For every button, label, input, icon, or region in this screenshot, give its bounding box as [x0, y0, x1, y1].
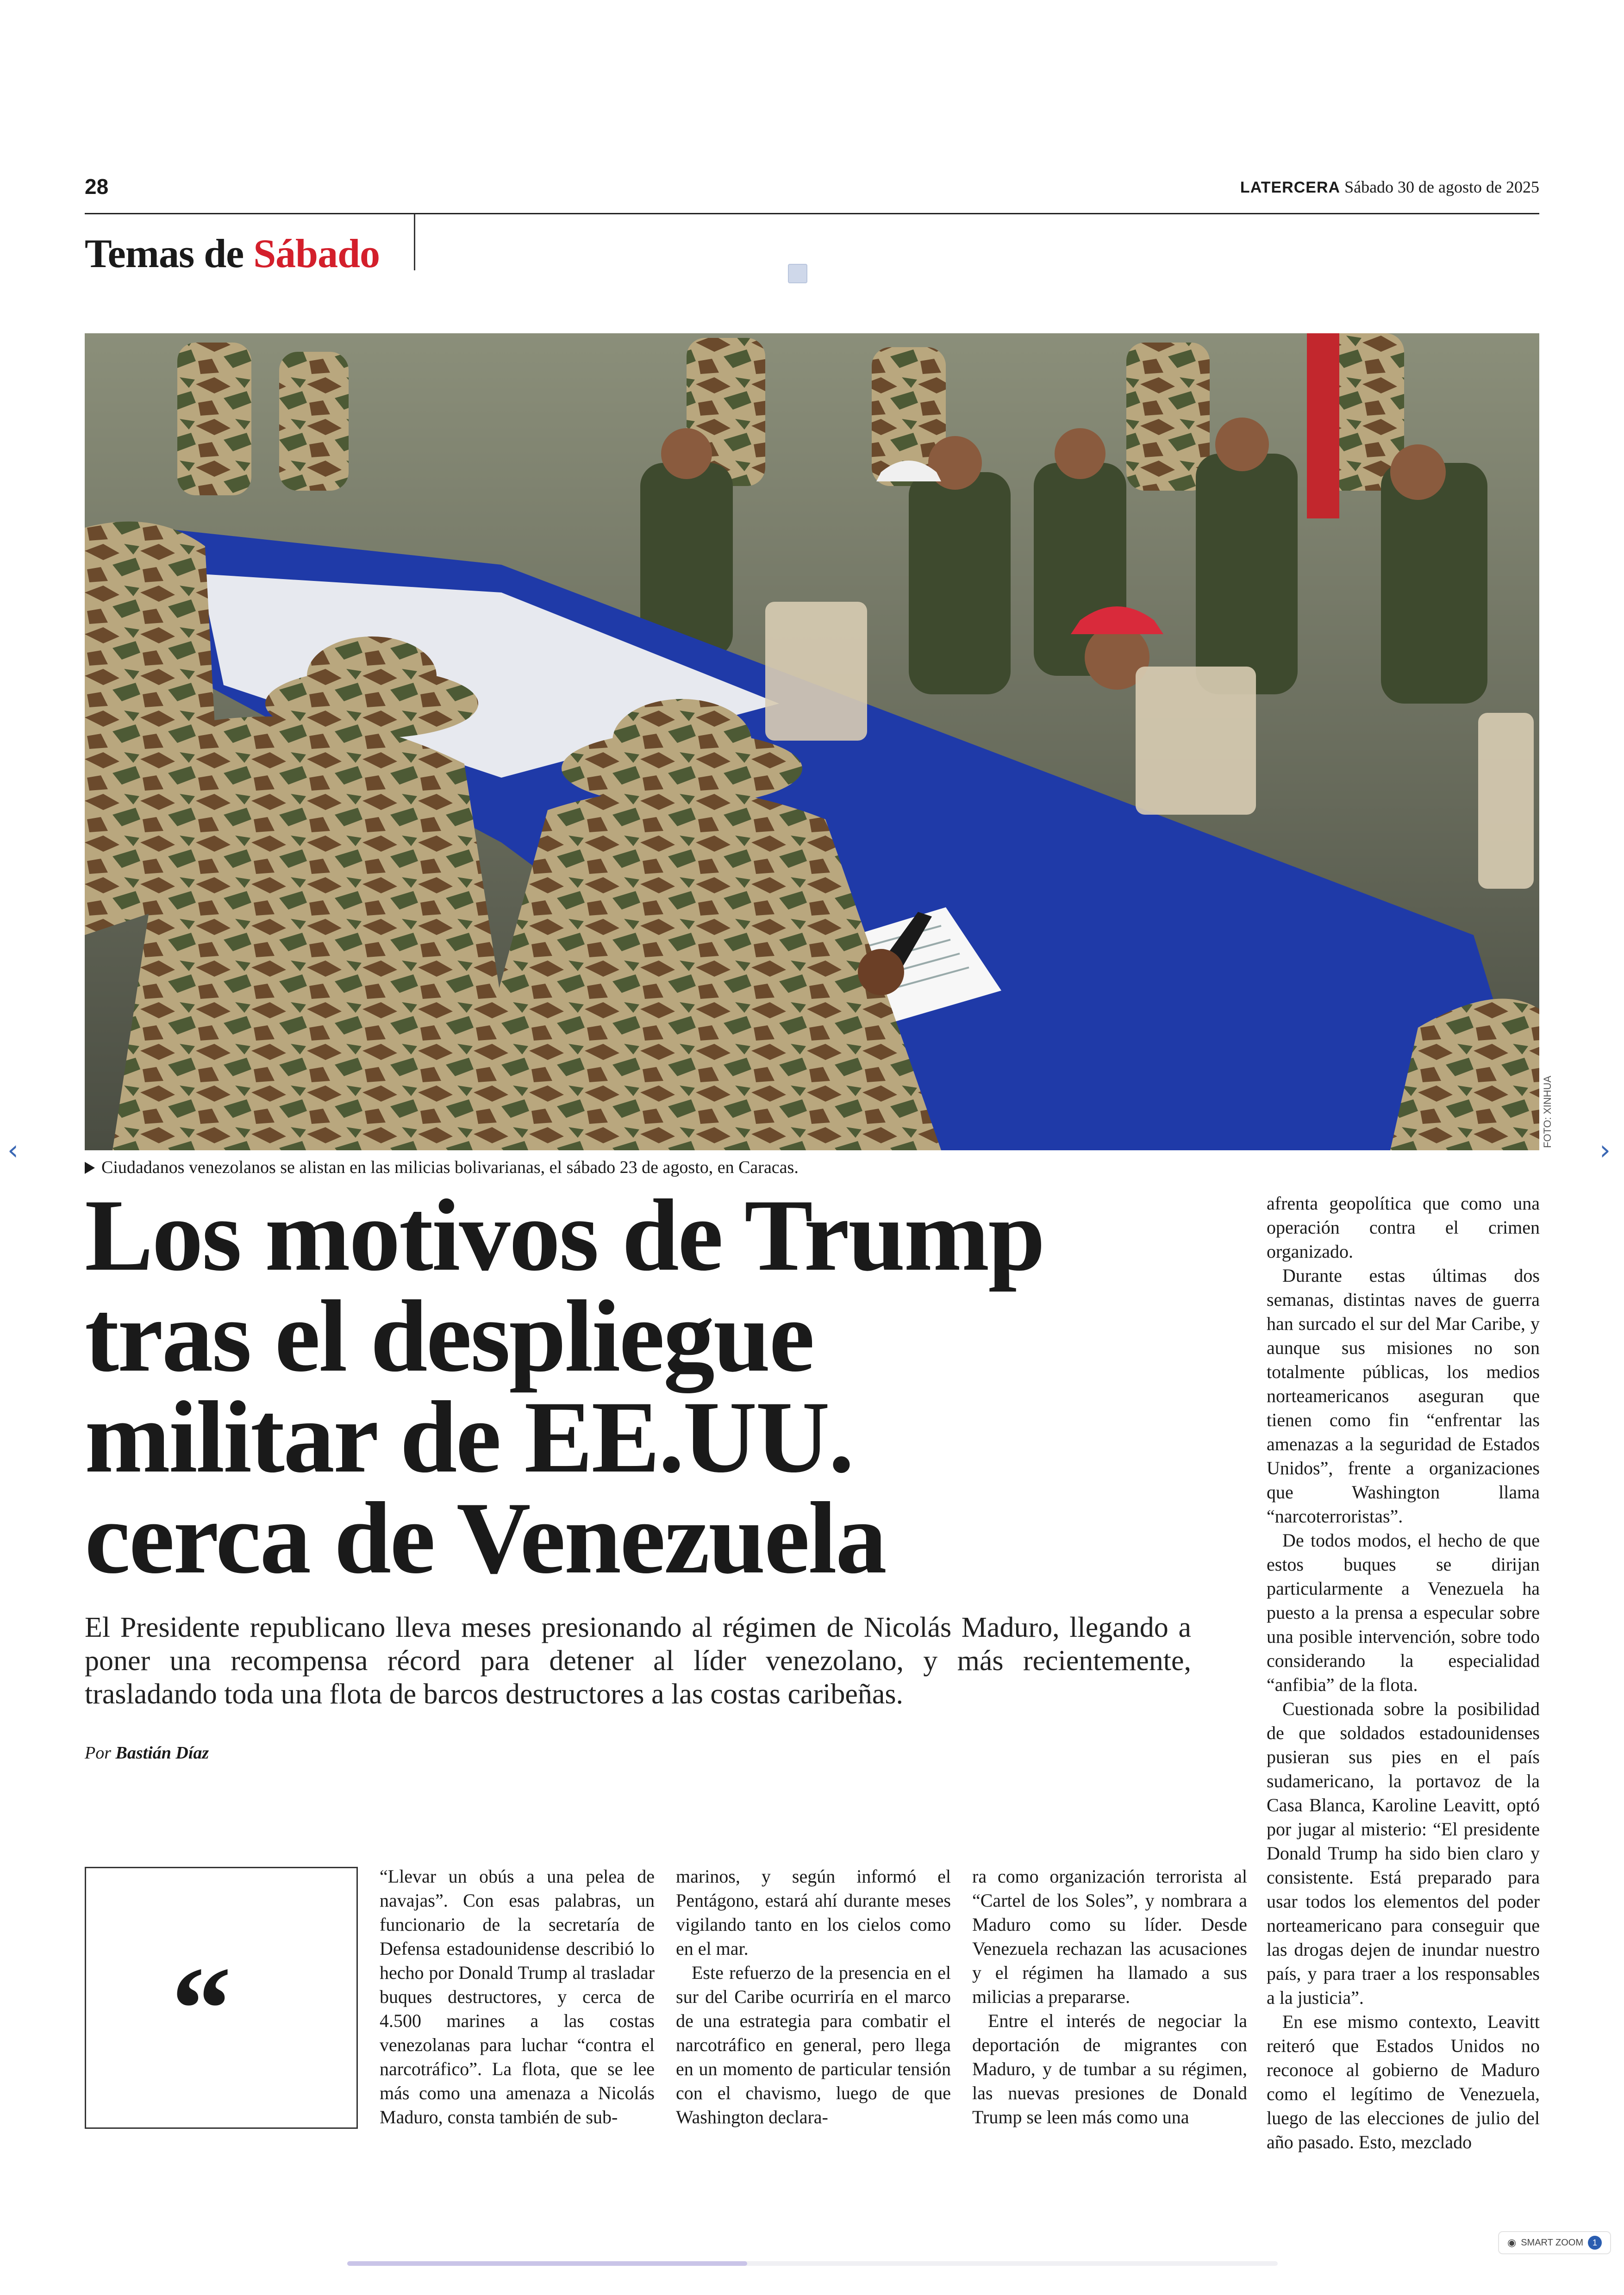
photo-caption	[85, 1157, 799, 1178]
caption-text: Ciudadanos venezolanos se alistan en las milicias bolivarianas, el sábado 23 de agosto, en Caracas.	[101, 1158, 799, 1177]
article-headline	[85, 1179, 1228, 1595]
section-title	[85, 231, 380, 277]
paragraph: Este refuerzo de la presencia en el sur del Caribe ocurriría en el marco de una estrategia para combatir el narcotráfico en general, pero llega en un momento de particular tensión con el chavismo, luego de que Washington declara-	[676, 1962, 951, 2127]
paragraph: Durante estas últimas dos semanas, distintas naves de guerra han surcado el sur del Mar Caribe, y aunque sus misiones no son totalmente públicas, los medios norteamericanos aseguran que tienen como fin “enfrentar las amenazas a la seguridad de Estados Unidos”, frente a organizaciones que Washington llama “narcoterroristas”.	[1267, 1265, 1540, 1527]
issue-date: Sábado 30 de agosto de 2025	[1344, 178, 1539, 196]
paragraph: marinos, y según informó el Pentágono, estará ahí durante meses vigilando tanto en los cielos como en el mar.	[676, 1866, 951, 1959]
eye-icon: ◉	[1507, 2237, 1517, 2248]
headline-line: tras el despliegue	[85, 1279, 813, 1393]
byline-prefix: Por	[85, 1743, 116, 1763]
byline-author: Bastián Díaz	[115, 1743, 209, 1763]
section-highlight: Sábado	[253, 231, 380, 276]
paragraph: De todos modos, el hecho de que estos buques se dirijan particularmente a Venezuela ha puesto a la prensa a especular sobre una posible intervención, sobre todo considerando la especialidad “anfibia” de la flota.	[1267, 1530, 1540, 1695]
header-rule	[85, 213, 1539, 214]
smart-zoom-label: SMART ZOOM	[1521, 2237, 1584, 2248]
paragraph: afrenta geopolítica que como una operación contra el crimen organizado.	[1267, 1193, 1540, 1262]
reading-progress-fill	[347, 2261, 747, 2266]
paragraph: En ese mismo contexto, Leavitt reiteró que Estados Unidos no reconoce al gobierno de Maduro como el legítimo de Venezuela, luego de las elecciones de julio del año pasado. Esto, mezclado	[1267, 2011, 1540, 2152]
brand-name: LATERCERA	[1240, 179, 1341, 196]
article-deck: El Presidente republicano lleva meses presionando al régimen de Nicolás Maduro, llegando a poner una recompensa récord para detener al líder venezolano, y más recientemente, trasladando toda una flota de barcos destructores a las costas caribeñas.	[85, 1612, 1191, 1710]
headline-line: cerca de Venezuela	[85, 1481, 886, 1595]
photo-credit: FOTO: XINHUA	[1542, 1075, 1553, 1148]
paragraph: ra como organización terrorista al “Cartel de los Soles”, y nombrara a Maduro como su líder. Desde Venezuela rechazan las acusaciones y el régimen ha llamado a sus milicias a prepararse.	[972, 1866, 1247, 2007]
paragraph: Entre el interés de negociar la deportación de migrantes con Maduro, y de tumbar a su régimen, las nuevas presiones de Donald Trump se leen más como una	[972, 2010, 1247, 2127]
headline-line: militar de EE.UU.	[85, 1380, 853, 1494]
article-column-3	[972, 1865, 1247, 2129]
chevron-right-icon[interactable]: ›	[1599, 1134, 1611, 1166]
smart-zoom-button[interactable]	[1498, 2231, 1611, 2254]
article-column-1	[380, 1865, 655, 2129]
article-column-2	[676, 1865, 951, 2129]
chevron-left-icon[interactable]: ‹	[7, 1134, 19, 1166]
quote-mark-icon: “	[171, 1942, 231, 2076]
byline	[85, 1743, 209, 1763]
article-photo	[85, 333, 1539, 1150]
article-column-4	[1267, 1191, 1540, 2154]
headline-line: Los motivos de Trump	[85, 1179, 1044, 1292]
section-divider	[414, 214, 415, 270]
masthead	[1240, 177, 1539, 197]
paragraph: “Llevar un obús a una pelea de navajas”. Con esas palabras, un funcionario de la secretaría de Defensa estadounidense describió lo hecho por Donald Trump al trasladar buques destructores, y cerca de 4.500 marines a las costas venezolanas para luchar “contra el narcotráfico”. La flota, que se lee más como una amenaza a Nicolás Maduro, consta también de sub-	[380, 1866, 655, 2127]
caption-arrow-icon	[85, 1162, 95, 1174]
paragraph: Cuestionada sobre la posibilidad de que soldados estadounidenses pusieran sus pies en el país sudamericano, la portavoz de la Casa Blanca, Karoline Leavitt, optó por jugar al misterio: “El presidente Donald Trump ha sido bien claro y consistente. Está preparado para usar todos los elementos del poder norteamericano para conseguir que las drogas dejen de inundar nuestro país, y para traer a los responsables a la justicia”.	[1267, 1698, 1540, 2008]
section-prefix: Temas de	[85, 231, 254, 276]
smart-zoom-count: 1	[1588, 2236, 1602, 2250]
page-marker-icon[interactable]	[788, 264, 807, 283]
page-number: 28	[85, 175, 109, 199]
